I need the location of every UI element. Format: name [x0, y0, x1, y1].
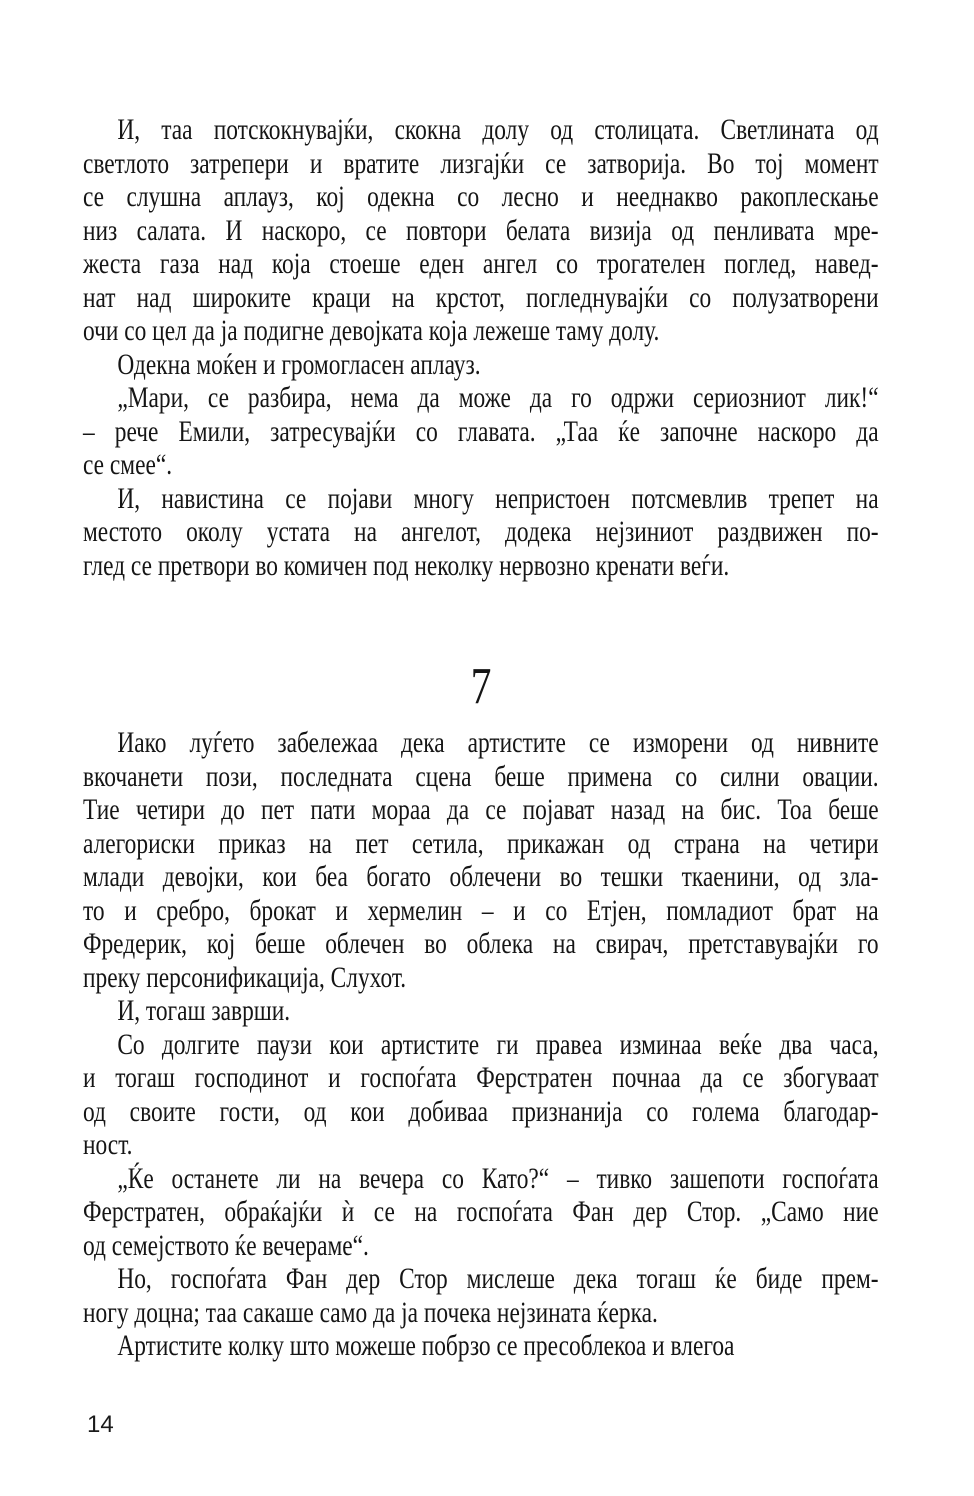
text-line: се смее“.	[83, 448, 173, 481]
text-line: вкочанети пози, последната сцена беше примена со силни овации.	[83, 759, 879, 793]
paragraph	[83, 994, 879, 1028]
text-line: нат над широките краци на крстот, погледнувајќи со полузатворени	[83, 280, 879, 314]
text-line: од семејството ќе вечераме“.	[83, 1228, 369, 1262]
chapter-number: 7	[470, 658, 492, 715]
text-line: Со долгите паузи кои артистите ги правеа изминаа веќе два часа,	[117, 1027, 879, 1061]
text-line: ногу доцна; таа сакаше само да ја почека нејзината ќерка.	[83, 1295, 658, 1329]
text-line: „Мари, се разбира, нема да може да го одржи сериозниот лик!“	[117, 381, 879, 414]
text-line: жеста газа над која стоеше еден ангел со трогателен поглед, навед-	[83, 247, 879, 280]
text-line: Но, госпоѓата Фан дер Стор мислеше дека тогаш ќе биде прем-	[117, 1262, 879, 1295]
text-line: „Ќе останете ли на вечера со Като?“ – тивко зашепоти госпоѓата	[117, 1161, 879, 1195]
text-line: И, таа потскокнувајќи, скокна долу од столицата. Светлината од	[117, 113, 879, 146]
text-line: Фредерик, кој беше облечен во облека на свирач, претставувајќи го	[83, 927, 879, 960]
text-line: од своите гости, од кои добиваа признанија со голема благодар-	[83, 1094, 879, 1128]
section-chapter-7-start	[83, 726, 879, 1363]
text-line: низ салата. И наскоро, се повтори белата визија од пенливата мре-	[83, 213, 879, 247]
text-line: светлото затрепери и вратите лизгајќи се затворија. Во тој момент	[83, 146, 879, 180]
paragraph	[83, 1329, 879, 1363]
section-chapter-6-end	[83, 113, 879, 582]
paragraph	[83, 1162, 879, 1263]
chapter-heading	[83, 658, 879, 715]
text-line: очи со цел да ја подигне девојката која лежеше таму долу.	[83, 314, 660, 347]
text-line: млади девојки, кои беа богато облечени во тешки ткаенини, од зла-	[83, 860, 879, 893]
text-line: Иако луѓето забележаа дека артистите се изморени од нивните	[117, 726, 879, 759]
text-line: глед се претвори во комичен под неколку нервозно кренати веѓи.	[83, 548, 730, 582]
text-line: ност.	[83, 1128, 133, 1161]
text-line: то и сребро, брокат и хермелин – и со Етјен, помладиот брат на	[83, 893, 879, 927]
text-line: И, тогаш заврши.	[117, 994, 291, 1027]
text-line: Ферстратен, обраќајќи ѝ се на госпоѓата Фан дер Стор. „Само ние	[83, 1195, 879, 1228]
page-number: 14	[87, 1411, 114, 1438]
text-line: И, навистина се појави многу непристоен потсмевлив трепет на	[117, 481, 879, 515]
paragraph	[83, 482, 879, 583]
text-line: Тие четири до пет пати мораа да се појават назад на бис. Тоа беше	[83, 793, 879, 826]
paragraph	[83, 348, 879, 382]
paragraph	[83, 726, 879, 994]
paragraph	[83, 113, 879, 348]
text-line: се слушна аплауз, кој одекна со лесно и нееднакво ракоплескање	[83, 180, 879, 213]
text-line: Одекна моќен и громогласен аплауз.	[117, 347, 481, 381]
text-line: алегориски приказ на пет сетила, прикажан од страна на четири	[83, 826, 879, 860]
paragraph	[83, 1028, 879, 1162]
text-line: Артистите колку што можеше побрзо се пресоблекоа и влегоа	[117, 1329, 735, 1362]
text-line: преку персонификација, Слухот.	[83, 960, 407, 994]
text-line: местото околу устата на ангелот, додека нејзиниот раздвижен по-	[83, 515, 879, 548]
text-line: и тогаш господинот и госпоѓата Ферстратен почнаа да се збогуваат	[83, 1061, 879, 1094]
text-line: – рече Емили, затресувајќи со главата. „Таа ќе започне наскоро да	[83, 414, 879, 448]
paragraph	[83, 1262, 879, 1329]
paragraph	[83, 381, 879, 482]
